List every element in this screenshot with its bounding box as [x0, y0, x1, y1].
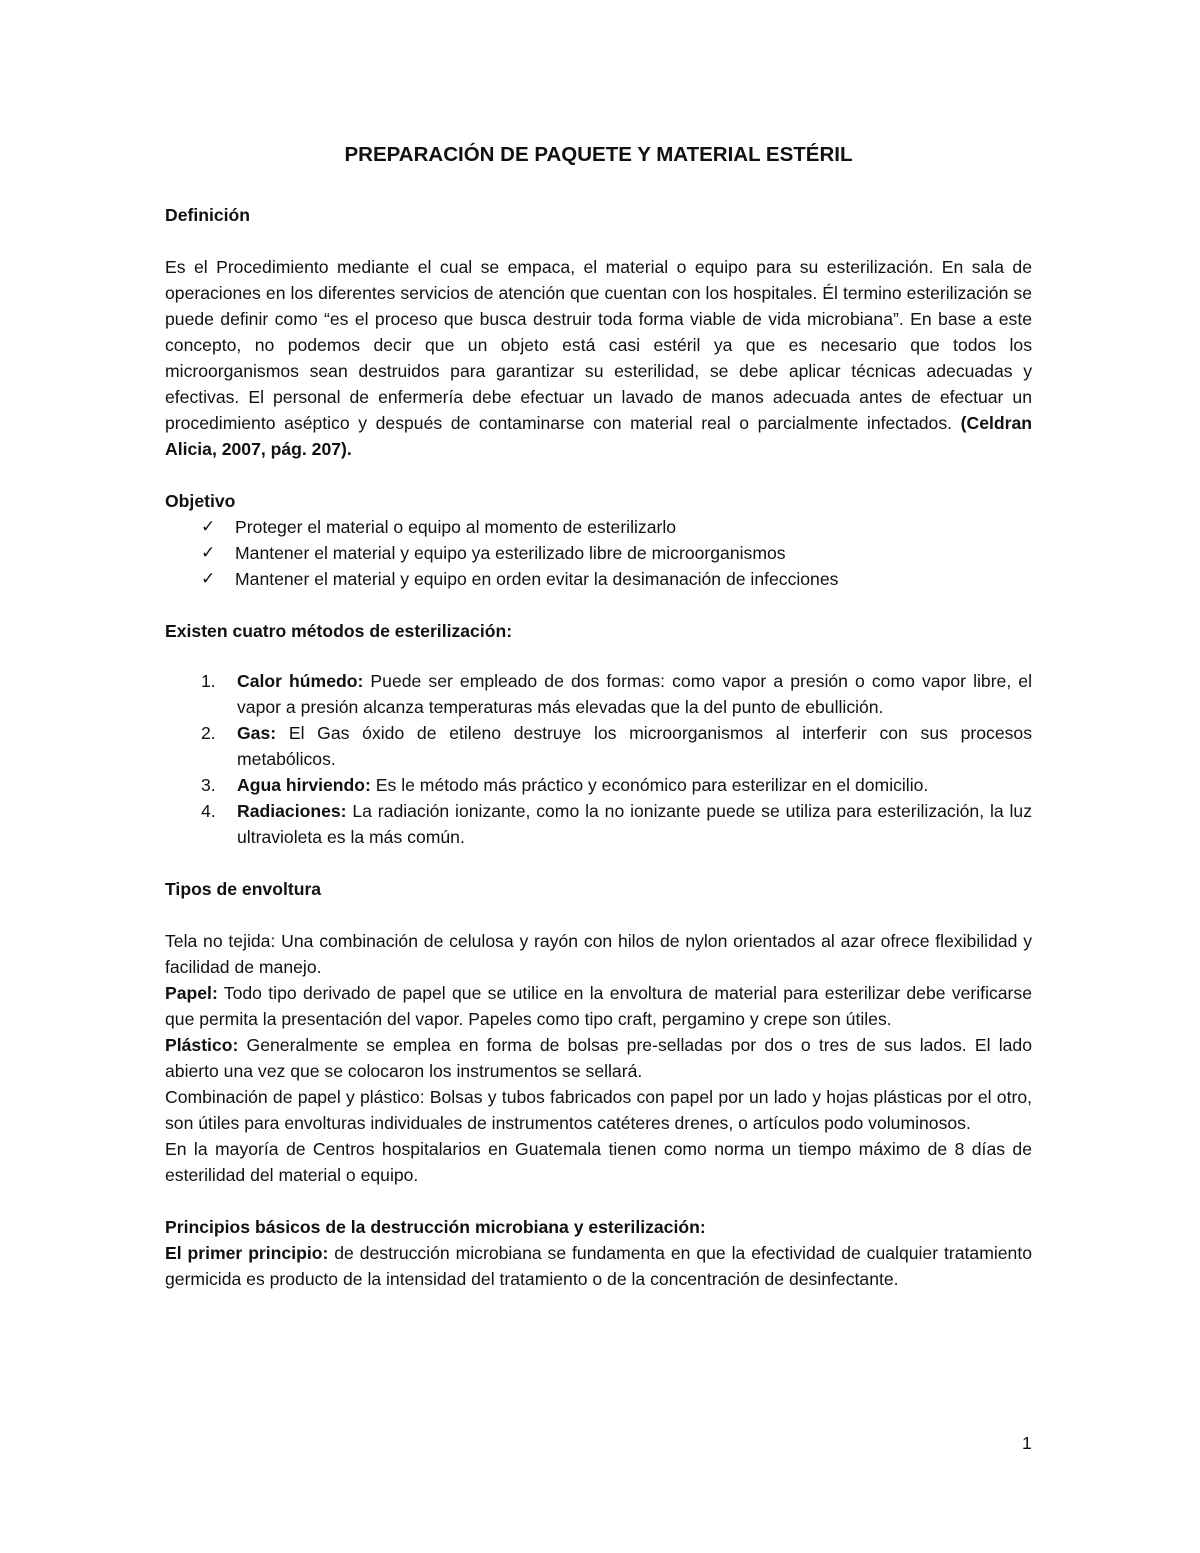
metodos-heading: Existen cuatro métodos de esterilización: — [165, 621, 513, 641]
list-item: 4. Radiaciones: La radiación ionizante, como la no ionizante puede se utiliza para esterilización, la luz ultravioleta es la más común. — [201, 801, 1032, 847]
list-item: ✓ Mantener el material y equipo en orden evitar la desimanación de infecciones — [165, 566, 1032, 592]
principios-primer: El primer principio: de destrucción microbiana se fundamenta en que la efectividad de cualquier tratamiento germicida es producto de la intensidad del tratamiento o de la concentración de desinfectante. — [165, 1243, 1032, 1289]
envoltura-papel: Papel: Todo tipo derivado de papel que se utilice en la envoltura de material para esterilizar debe verificarse que permita la presentación del vapor. Papeles como tipo craft, pergamino y crepe son útiles. — [165, 983, 1032, 1029]
list-item: 1. Calor húmedo: Puede ser empleado de dos formas: como vapor a presión o como vapor libre, el vapor a presión alcanza temperaturas más elevadas que la del punto de ebullición. — [201, 671, 1033, 717]
envoltura-tela: Tela no tejida: Una combinación de celulosa y rayón con hilos de nylon orientados al azar ofrece flexibilidad y facilidad de manejo. — [165, 931, 1033, 977]
definicion-text: Es el Procedimiento mediante el cual se empaca, el material o equipo para su esterilización. En sala de operaciones en los diferentes servicios de atención que cuentan con los hospitales. Él termino esterilización se puede definir como “es el proceso que busca destruir toda forma viable de vida microbiana”. En base a este concepto, no podemos decir que un objeto está casi estéril ya que es necesario que todos los microorganismos sean destruidos para garantizar su esterilidad, se debe aplicar técnicas adecuadas y efectivas. El personal de enfermería debe efectuar un lavado de manos adecuada antes de efectuar un procedimiento aséptico y después de contaminarse con material real o parcialmente infectados. — [165, 257, 1032, 433]
envoltura-guatemala: En la mayoría de Centros hospitalarios en Guatemala tienen como norma un tiempo máximo de 8 días de esterilidad del material o equipo. — [165, 1139, 1032, 1185]
objetivo-heading: Objetivo — [165, 491, 236, 511]
definicion-heading: Definición — [165, 205, 251, 225]
objetivo-list — [165, 514, 1032, 592]
page-title: PREPARACIÓN DE PAQUETE Y MATERIAL ESTÉRIL — [344, 143, 853, 166]
metodos-list — [165, 668, 1032, 850]
list-item: ✓ Mantener el material y equipo ya esterilizado libre de microorganismos — [165, 540, 1032, 566]
page-number: 1 — [1022, 1433, 1032, 1453]
checkmark-icon: ✓ — [201, 517, 216, 536]
envoltura-plastico: Plástico: Generalmente se emplea en forma de bolsas pre-selladas por dos o tres de sus lados. El lado abierto una vez que se colocaron los instrumentos se sellará. — [165, 1035, 1032, 1081]
checkmark-icon: ✓ — [201, 543, 216, 562]
document-body — [165, 142, 1032, 1292]
envoltura-combinacion: Combinación de papel y plástico: Bolsas y tubos fabricados con papel por un lado y hojas plásticas por el otro, son útiles para envolturas individuales de instrumentos catéteres drenes, o artículos podo voluminosos. — [165, 1087, 1032, 1133]
principios-heading: Principios básicos de la destrucción microbiana y esterilización: — [165, 1217, 706, 1237]
list-item: ✓ Proteger el material o equipo al momento de esterilizarlo — [165, 514, 1032, 540]
checkmark-icon: ✓ — [201, 569, 216, 588]
definicion-citation: (Celdran Alicia, 2007, pág. 207). — [165, 413, 1032, 459]
envoltura-heading: Tipos de envoltura — [165, 879, 322, 899]
list-item: 3. Agua hirviendo: Es le método más práctico y económico para esterilizar en el domicilio. — [201, 775, 929, 795]
definicion-paragraph — [165, 254, 1032, 462]
list-item: 2. Gas: El Gas óxido de etileno destruye los microorganismos al interferir con sus procesos metabólicos. — [201, 723, 1032, 769]
